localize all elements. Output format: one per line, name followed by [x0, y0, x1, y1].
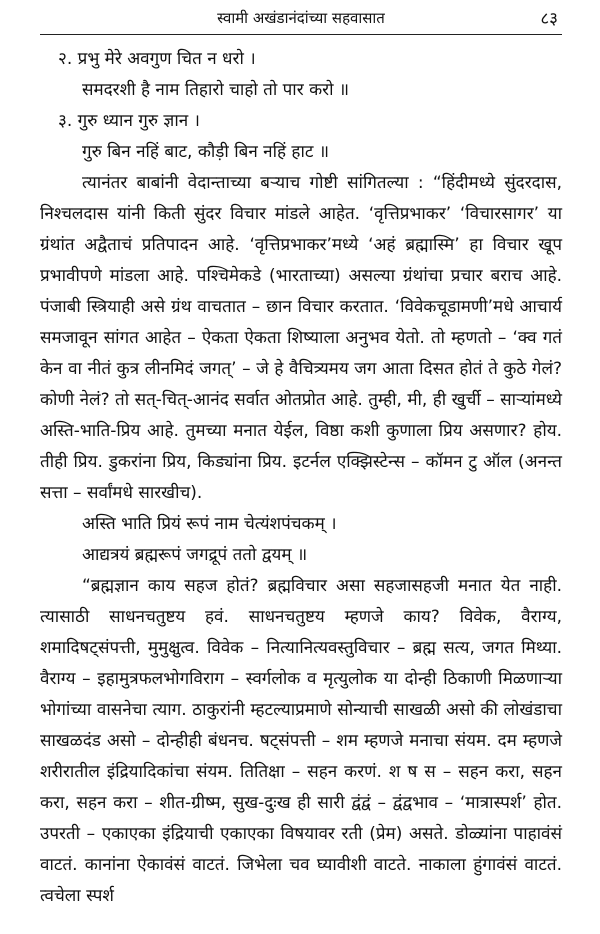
running-head — [40, 0, 562, 44]
header-rule — [40, 34, 562, 35]
sloka-line: आद्यत्रयं ब्रह्मरूपं जगद्रूपं ततो द्वयम् ॥ — [82, 545, 308, 565]
verse-line: गुरु बिन नहिं बाट, कौड़ी बिन नहिं हाट ॥ — [82, 142, 330, 162]
verse-3 — [40, 106, 562, 168]
paragraph: “ब्रह्मज्ञान काय सहज होतं? ब्रह्मविचार असा सहजासहजी मनात येत नाही. त्यासाठी साधनचतुष्टय हवं. साधनचतुष्टय म्हणजे काय? विवेक, वैराग्य, शमादिषट्संपत्ती, मुमुक्षुत्व. विवेक – नित्यानित्यवस्तुविचार – ब्रह्म सत्य, जगत मिथ्या. वैराग्य – इहामुत्रफलभोगविराग – स्वर्गलोक व मृत्युलोक या दोन्ही ठिकाणी मिळणाऱ्या भोगांच्या वासनेचा त्याग. ठाकुरांनी म्हटल्याप्रमाणे सोन्याची साखळी असो की लोखंडाचा साखळदंड असो – दोन्हीही बंधनच. षट्संपत्ती – शम म्हणजे मनाचा संयम. दम म्हणजे शरीरातील इंद्रियादिकांचा संयम. तितिक्षा – सहन करणं. श ष स – सहन करा, सहन करा, सहन करा – शीत-ग्रीष्म, सुख-दुःख ही सारी द्वंद्वं – द्वंद्वभाव – ‘मात्रास्पर्श’ होत. उपरती – एकाएका इंद्रियाची एकाएका विषयावर रती (प्रेम) असते. डोळ्यांना पाहावंसं वाटतं. कानांना ऐकावंसं वाटतं. जिभेला चव घ्यावीशी वाटते. नाकाला हुंगावंसं वाटतं. त्वचेला स्पर्श — [40, 576, 562, 906]
paragraph: त्यानंतर बाबांनी वेदान्ताच्या बऱ्याच गोष्टी सांगितल्या : “हिंदीमध्ये सुंदरदास, निश्चलदास यांनी किती सुंदर विचार मांडले आहेत. ‘वृत्तिप्रभाकर’ ‘विचारसागर’ या ग्रंथांत अद्वैताचं प्रतिपादन आहे. ‘वृत्तिप्रभाकर’मध्ये ‘अहं ब्रह्मास्मि’ हा विचार खूप प्रभावीपणे मांडला आहे. पश्चिमेकडे (भारताच्या) असल्या ग्रंथांचा प्रचार बराच आहे. पंजाबी स्त्रियाही असे ग्रंथ वाचतात – छान विचार करतात. ‘विवेकचूडामणी’मधे आचार्य समजावून सांगत आहेत – ऐकता ऐकता शिष्याला अनुभव येतो. तो म्हणतो – ‘क्व गतं केन वा नीतं कुत्र लीनमिदं जगत्’ – जे हे वैचित्र्यमय जग आता दिसत होतं ते कुठे गेलं? कोणी नेलं? तो सत्-चित्-आनंद सर्वात ओतप्रोत आहे. तुम्ही, मी, ही खुर्ची – साऱ्यांमध्ये अस्ति-भाति-प्रिय आहे. तुमच्या मनात येईल, विष्ठा कशी कुणाला प्रिय असणार? होय. तीही प्रिय. डुकरांना प्रिय, किड्यांना प्रिय. इटर्नल एक्झिस्टेन्स – कॉमन टु ऑल (अनन्त सत्ता – सर्वांमधे सारखीच). — [40, 173, 562, 503]
verse-line: ३. गुरु ध्यान गुरु ज्ञान । — [58, 111, 201, 131]
verse-line: २. प्रभु मेरे अवगुण चित न धरो । — [58, 49, 256, 69]
verse-2 — [40, 44, 562, 106]
running-title: स्वामी अखंडानंदांच्या सहवासात — [217, 9, 385, 27]
sloka-line: अस्ति भाति प्रियं रूपं नाम चेत्यंशपंचकम् । — [82, 514, 337, 534]
verse-line: समदरशी है नाम तिहारो चाहो तो पार करो ॥ — [82, 80, 350, 100]
page-number: ८३ — [540, 9, 558, 29]
